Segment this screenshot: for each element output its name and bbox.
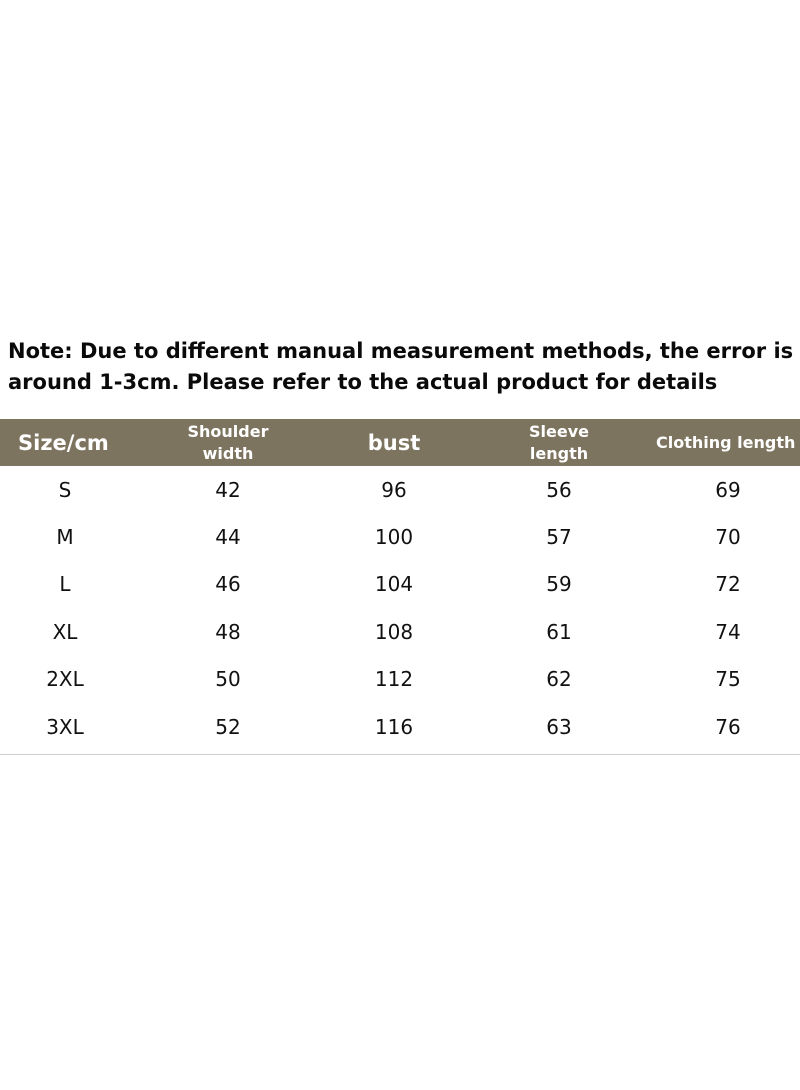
cell-shoulder-width: 52 bbox=[215, 714, 241, 739]
table-row bbox=[0, 656, 800, 703]
cell-sleeve-length: 63 bbox=[546, 714, 572, 739]
cell-bust: 100 bbox=[374, 525, 414, 550]
cell-clothing-length: 70 bbox=[715, 525, 741, 550]
header-bust: bust bbox=[367, 430, 421, 455]
cell-size: XL bbox=[52, 619, 78, 644]
cell-shoulder-width: 50 bbox=[215, 667, 241, 692]
table-row bbox=[0, 466, 800, 513]
measurement-note bbox=[8, 336, 793, 398]
cell-clothing-length: 75 bbox=[715, 667, 741, 692]
table-bottom-divider bbox=[0, 754, 800, 755]
cell-bust: 96 bbox=[381, 477, 407, 502]
cell-sleeve-length: 59 bbox=[546, 572, 572, 597]
header-clothing-length: Clothing length bbox=[656, 433, 796, 452]
cell-size: M bbox=[56, 525, 74, 550]
cell-sleeve-length: 61 bbox=[546, 619, 572, 644]
cell-size: 3XL bbox=[46, 714, 84, 739]
cell-shoulder-width: 48 bbox=[215, 619, 241, 644]
cell-clothing-length: 74 bbox=[715, 619, 741, 644]
cell-clothing-length: 69 bbox=[715, 477, 741, 502]
cell-bust: 108 bbox=[374, 619, 414, 644]
note-line-1: Note: Due to different manual measurement methods, the error is bbox=[8, 339, 794, 363]
header-shoulder-line-1: Shoulder bbox=[187, 421, 269, 441]
header-sleeve-line-1: Sleeve bbox=[529, 421, 589, 441]
cell-sleeve-length: 56 bbox=[546, 477, 572, 502]
cell-bust: 116 bbox=[374, 714, 414, 739]
header-size: Size/cm bbox=[18, 430, 109, 455]
cell-shoulder-width: 42 bbox=[215, 477, 241, 502]
cell-size: S bbox=[58, 477, 72, 502]
cell-clothing-length: 76 bbox=[715, 714, 741, 739]
table-row bbox=[0, 561, 800, 608]
header-sleeve-length bbox=[462, 419, 656, 466]
cell-size: L bbox=[59, 572, 71, 597]
cell-size: 2XL bbox=[46, 667, 84, 692]
table-row bbox=[0, 513, 800, 560]
header-sleeve-line-2: length bbox=[529, 443, 589, 463]
size-chart-table bbox=[0, 419, 800, 750]
cell-sleeve-length: 57 bbox=[546, 525, 572, 550]
cell-shoulder-width: 44 bbox=[215, 525, 241, 550]
table-row bbox=[0, 608, 800, 655]
table-header-row bbox=[0, 419, 800, 466]
table-row bbox=[0, 703, 800, 750]
note-line-2: around 1-3cm. Please refer to the actual product for details bbox=[8, 370, 718, 394]
cell-clothing-length: 72 bbox=[715, 572, 741, 597]
cell-bust: 104 bbox=[374, 572, 414, 597]
header-shoulder-line-2: width bbox=[202, 443, 254, 463]
cell-sleeve-length: 62 bbox=[546, 667, 572, 692]
cell-bust: 112 bbox=[374, 667, 414, 692]
header-shoulder-width bbox=[130, 419, 326, 466]
cell-shoulder-width: 46 bbox=[215, 572, 241, 597]
